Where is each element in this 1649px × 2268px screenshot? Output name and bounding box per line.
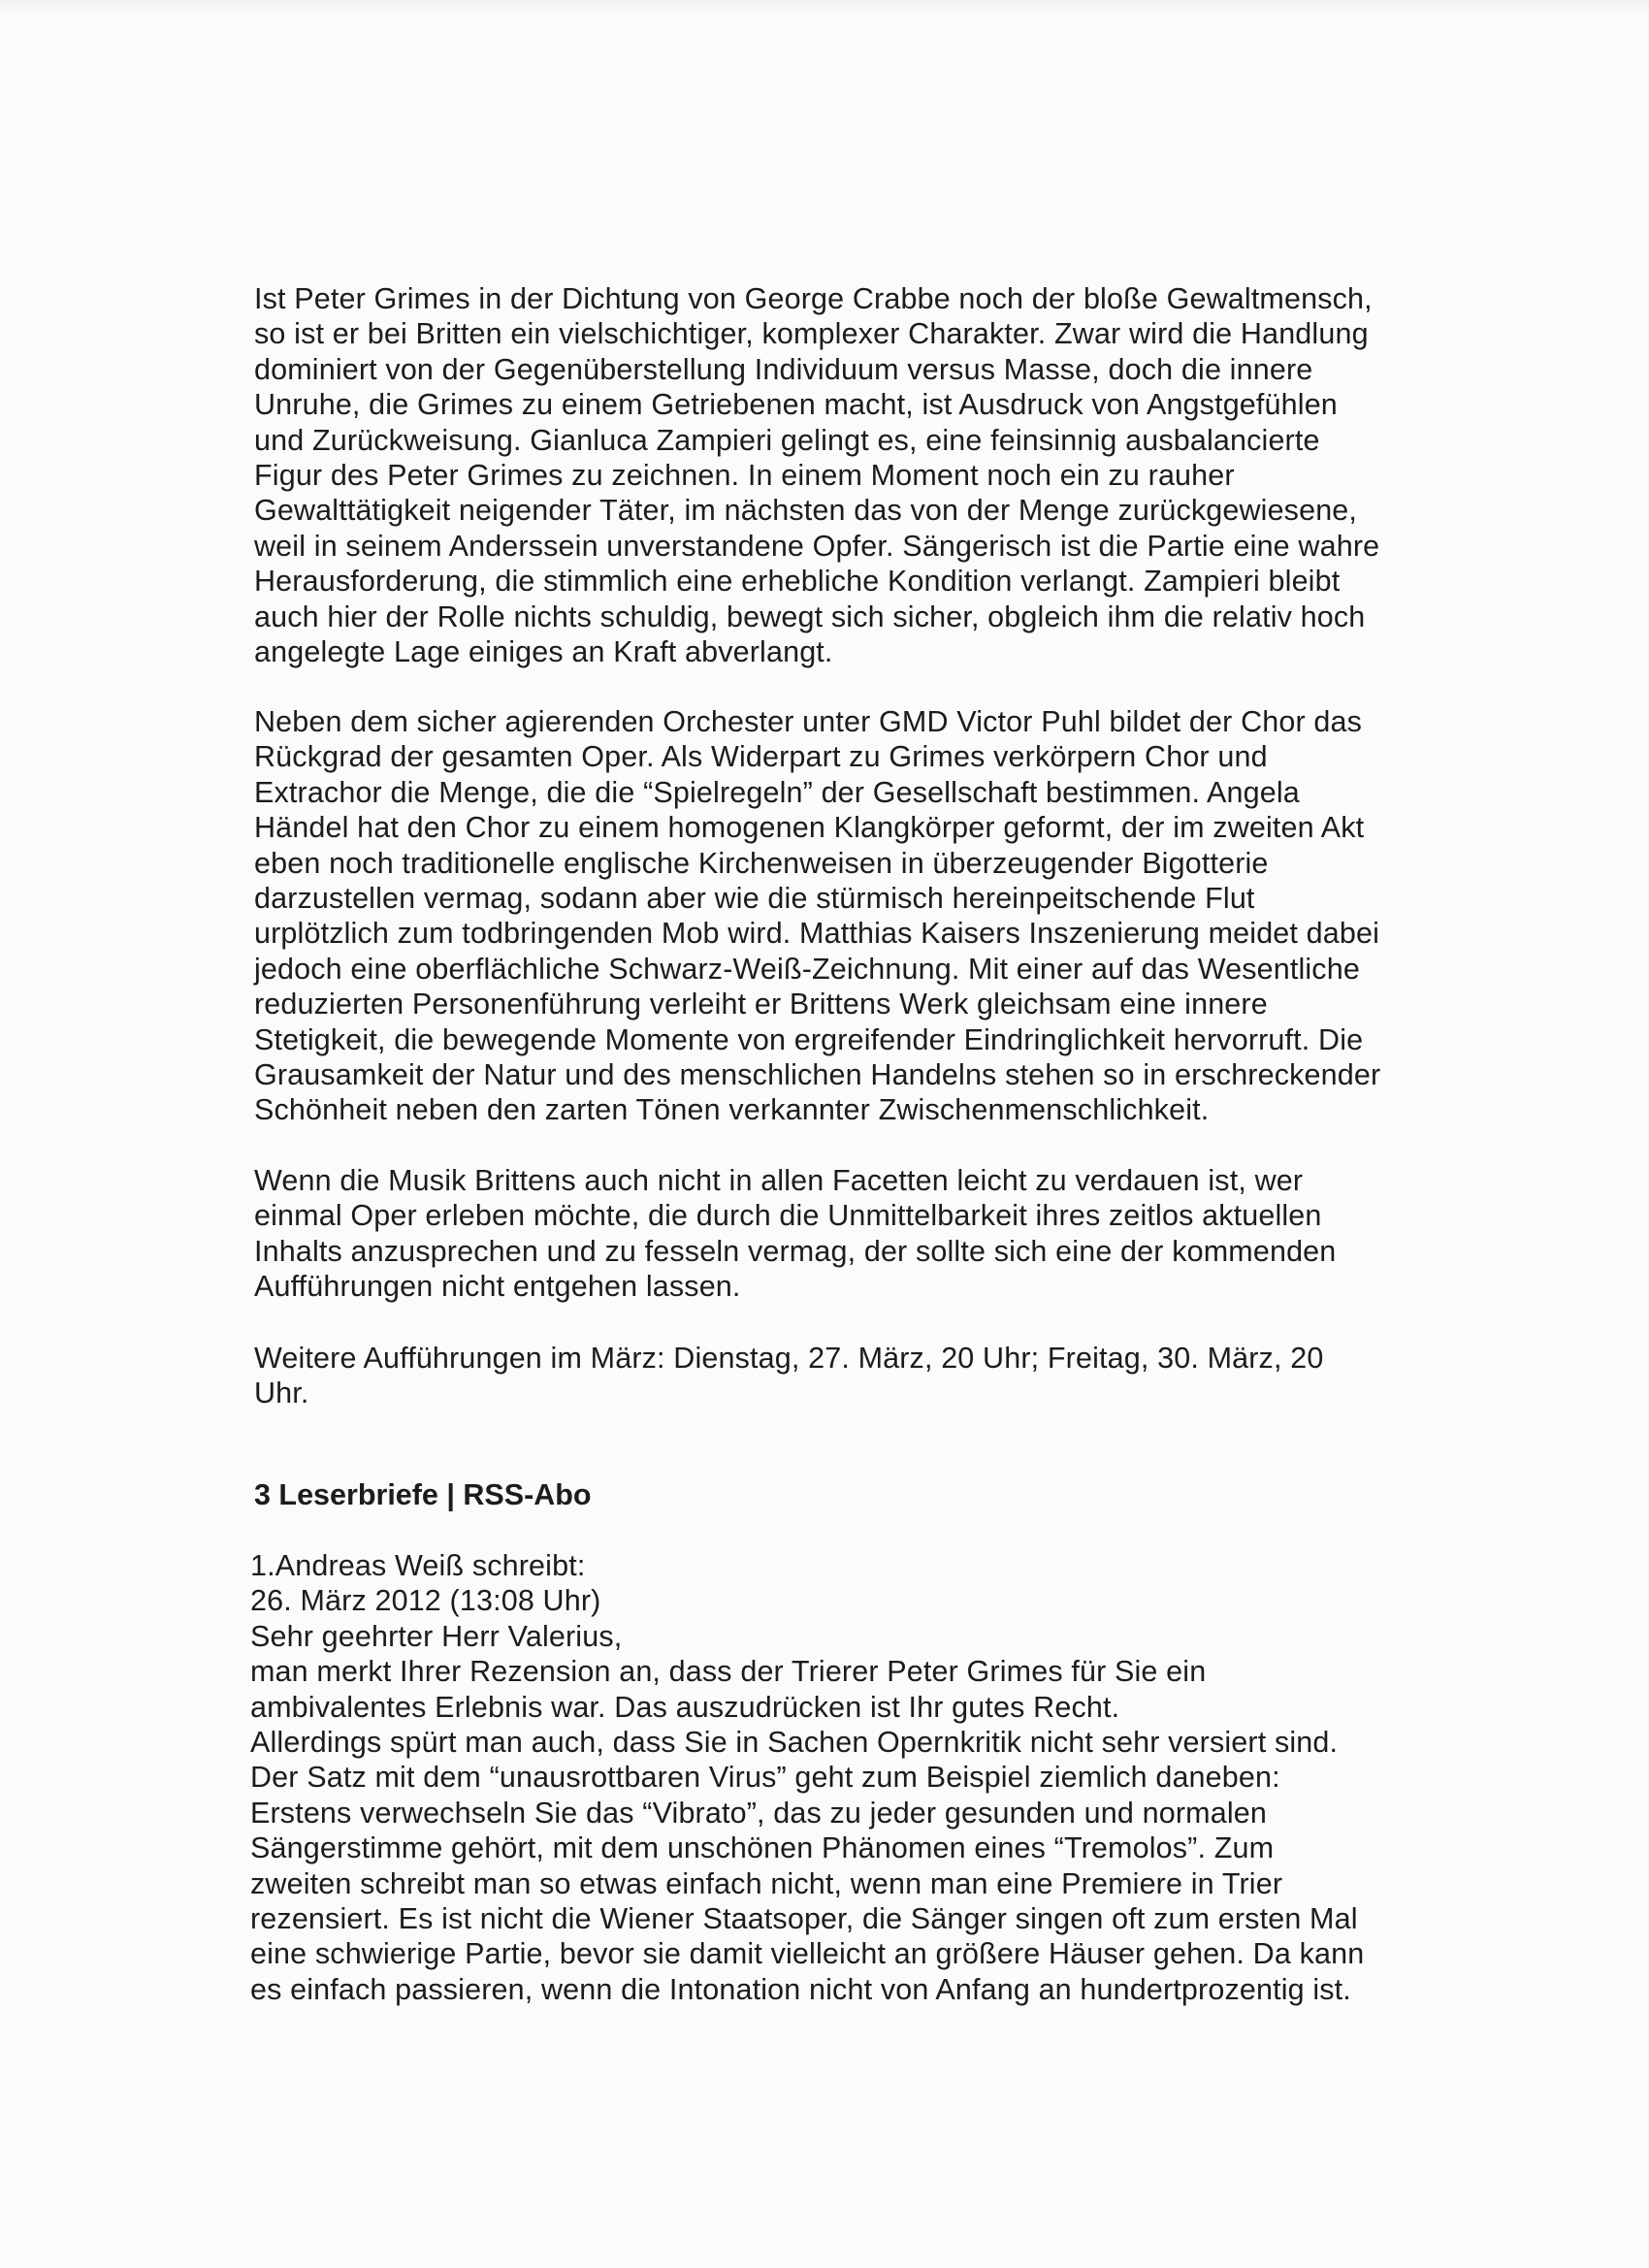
text-line: Inhalts anzusprechen und zu fesseln vermag, der sollte sich eine der kommenden (254, 1234, 1337, 1268)
comment-line: ambivalentes Erlebnis war. Das auszudrücken ist Ihr gutes Recht. (250, 1690, 1120, 1724)
comment-line: rezensiert. Es ist nicht die Wiener Staatsoper, die Sänger singen oft zum ersten Mal (250, 1902, 1358, 1936)
text-line: Ist Peter Grimes in der Dichtung von George Crabbe noch der bloße Gewaltmensch, (254, 282, 1373, 315)
text-line: auch hier der Rolle nichts schuldig, bewegt sich sicher, obgleich ihm die relativ hoch (254, 599, 1366, 633)
text-line: urplötzlich zum todbringenden Mob wird. Matthias Kaisers Inszenierung meidet dabei (254, 917, 1380, 951)
comment-line: zweiten schreibt man so etwas einfach nicht, wenn man eine Premiere in Trier (250, 1866, 1283, 1900)
text-line: und Zurückweisung. Gianluca Zampieri gelingt es, eine feinsinnig ausbalancierte (254, 423, 1320, 457)
text-line: eben noch traditionelle englische Kirchenweisen in überzeugender Bigotterie (254, 846, 1269, 880)
text-line: so ist er bei Britten ein vielschichtiger, komplexer Charakter. Zwar wird die Handlung (254, 317, 1369, 351)
comment-date: 26. März 2012 (13:08 Uhr) (250, 1584, 601, 1618)
comment-line: eine schwierige Partie, bevor sie damit vielleicht an größere Häuser gehen. Da kann (250, 1937, 1365, 1971)
comment-salutation: Sehr geehrter Herr Valerius, (250, 1619, 623, 1653)
comments-heading: 3 Leserbriefe | RSS-Abo (254, 1478, 592, 1511)
comment-line: Der Satz mit dem “unausrottbaren Virus” geht zum Beispiel ziemlich daneben: (250, 1761, 1280, 1795)
scan-top-edge (0, 0, 1649, 14)
text-line: Grausamkeit der Natur und des menschlichen Handelns stehen so in erschreckender (254, 1058, 1381, 1092)
text-line: Wenn die Musik Brittens auch nicht in allen Facetten leicht zu verdauen ist, wer (254, 1164, 1304, 1197)
text-line: dominiert von der Gegenüberstellung Individuum versus Masse, doch die innere (254, 352, 1313, 386)
article-paragraph-2 (254, 704, 1428, 1128)
comment-line: Allerdings spürt man auch, dass Sie in Sachen Opernkritik nicht sehr versiert sind. (250, 1726, 1339, 1760)
text-line: Extrachor die Menge, die die “Spielregeln” der Gesellschaft bestimmen. Angela (254, 775, 1300, 809)
text-line: Uhr. (254, 1377, 309, 1410)
comment-line: Sängerstimme gehört, mit dem unschönen Phänomen eines “Tremolos”. Zum (250, 1831, 1275, 1865)
comment-author: 1.Andreas Weiß schreibt: (250, 1549, 586, 1582)
article-paragraph-1 (254, 281, 1428, 669)
text-line: Schönheit neben den zarten Tönen verkannter Zwischenmenschlichkeit. (254, 1093, 1210, 1127)
comment-line: Erstens verwechseln Sie das “Vibrato”, das zu jeder gesunden und normalen (250, 1796, 1267, 1830)
comment-line: man merkt Ihrer Rezension an, dass der Trierer Peter Grimes für Sie ein (250, 1655, 1207, 1689)
text-line: Weitere Aufführungen im März: Dienstag, 27. März, 20 Uhr; Freitag, 30. März, 20 (254, 1342, 1324, 1375)
text-line: Herausforderung, die stimmlich eine erhebliche Kondition verlangt. Zampieri bleibt (254, 565, 1341, 599)
text-line: einmal Oper erleben möchte, die durch die Unmittelbarkeit ihres zeitlos aktuellen (254, 1199, 1322, 1233)
text-line: darzustellen vermag, sodann aber wie die stürmisch hereinpeitschende Flut (254, 882, 1255, 916)
comment-item (250, 1548, 1443, 2007)
text-line: Gewalttätigkeit neigender Täter, im nächsten das von der Menge zurückgewiesene, (254, 494, 1358, 528)
text-line: Händel hat den Chor zu einem homogenen Klangkörper geformt, der im zweiten Akt (254, 811, 1365, 845)
article-paragraph-3 (254, 1163, 1428, 1305)
text-line: reduzierten Personenführung verleiht er Brittens Werk gleichsam eine innere (254, 988, 1268, 1021)
text-line: weil in seinem Anderssein unverstandene Opfer. Sängerisch ist die Partie eine wahre (254, 529, 1380, 563)
text-line: Rückgrad der gesamten Oper. Als Widerpart zu Grimes verkörpern Chor und (254, 740, 1268, 774)
text-line: Aufführungen nicht entgehen lassen. (254, 1270, 741, 1304)
text-line: jedoch eine oberflächliche Schwarz-Weiß-Zeichnung. Mit einer auf das Wesentliche (254, 952, 1360, 986)
text-line: Unruhe, die Grimes zu einem Getriebenen macht, ist Ausdruck von Angstgefühlen (254, 388, 1338, 422)
text-line: Stetigkeit, die bewegende Momente von ergreifender Eindringlichkeit hervorruft. Die (254, 1022, 1364, 1056)
text-line: Neben dem sicher agierenden Orchester unter GMD Victor Puhl bildet der Chor das (254, 705, 1363, 738)
comment-line: es einfach passieren, wenn die Intonation nicht von Anfang an hundertprozentig ist. (250, 1972, 1351, 2006)
text-line: angelegte Lage einiges an Kraft abverlangt. (254, 635, 833, 669)
text-line: Figur des Peter Grimes zu zeichnen. In einem Moment noch ein zu rauher (254, 459, 1235, 493)
performance-dates (254, 1341, 1428, 1411)
